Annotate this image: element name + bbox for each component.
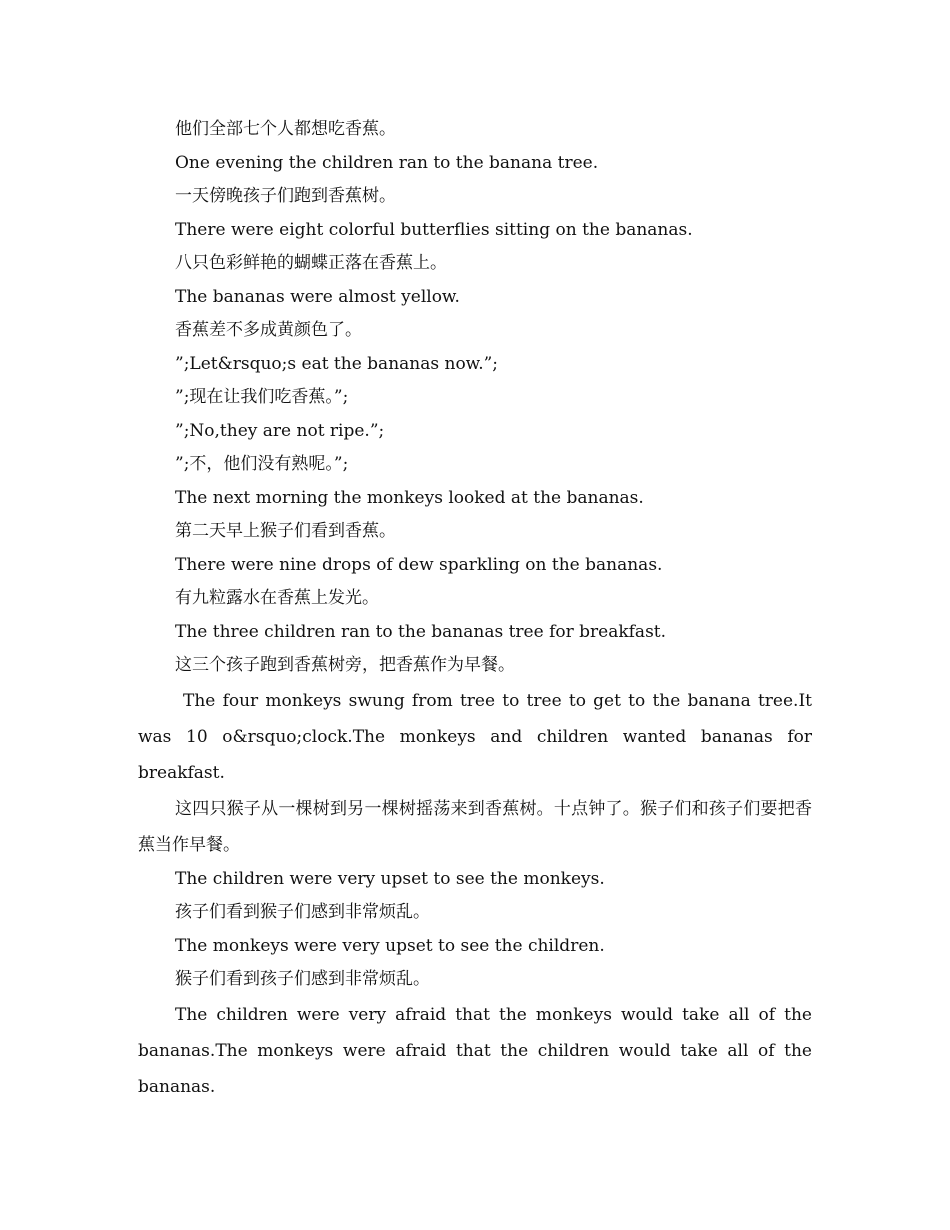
text-line: The monkeys were very upset to see the children.: [175, 935, 605, 956]
text-line: 这三个孩子跑到香蕉树旁，把香蕉作为早餐。: [175, 655, 515, 675]
text-line: ”;Let&rsquo;s eat the bananas now.”;: [175, 353, 499, 374]
text-line: 有九粒露水在香蕉上发光。: [175, 588, 379, 608]
document-body: [138, 113, 812, 1105]
paragraph-monkeys-en: The four monkeys swung from tree to tree to get to the banana tree.It was 10 o&rsquo;clock.The monkeys and children wanted bananas for breakfast.: [138, 690, 812, 783]
text-line: The next morning the monkeys looked at the bananas.: [175, 487, 644, 508]
paragraph-afraid-en: The children were very afraid that the monkeys would take all of the bananas.The monkeys were afraid that the children would take all of the bananas.: [138, 1004, 812, 1097]
text-line: 一天傍晚孩子们跑到香蕉树。: [175, 186, 396, 206]
text-line: One evening the children ran to the banana tree.: [175, 152, 599, 173]
text-line: 猴子们看到孩子们感到非常烦乱。: [175, 969, 430, 989]
text-line: The bananas were almost yellow.: [175, 286, 460, 307]
text-line: 孩子们看到猴子们感到非常烦乱。: [175, 902, 430, 922]
text-line: The children were very upset to see the monkeys.: [175, 868, 605, 889]
text-line: There were eight colorful butterflies sitting on the bananas.: [175, 219, 693, 240]
text-line: 香蕉差不多成黄颜色了。: [175, 320, 362, 340]
text-line: There were nine drops of dew sparkling on the bananas.: [175, 554, 663, 575]
text-line: ”;不，他们没有熟呢。”;: [175, 454, 349, 474]
text-line: 第二天早上猴子们看到香蕉。: [175, 521, 396, 541]
text-line: 八只色彩鲜艳的蝴蝶正落在香蕉上。: [175, 253, 447, 273]
text-line: ”;No,they are not ripe.”;: [175, 420, 385, 441]
text-line: ”;现在让我们吃香蕉。”;: [175, 387, 349, 407]
paragraph-monkeys-zh: 这四只猴子从一棵树到另一棵树摇荡来到香蕉树。十点钟了。猴子们和孩子们要把香蕉当作早餐。: [138, 798, 812, 855]
text-line: The three children ran to the bananas tree for breakfast.: [175, 621, 667, 642]
text-line: 他们全部七个人都想吃香蕉。: [175, 119, 396, 139]
